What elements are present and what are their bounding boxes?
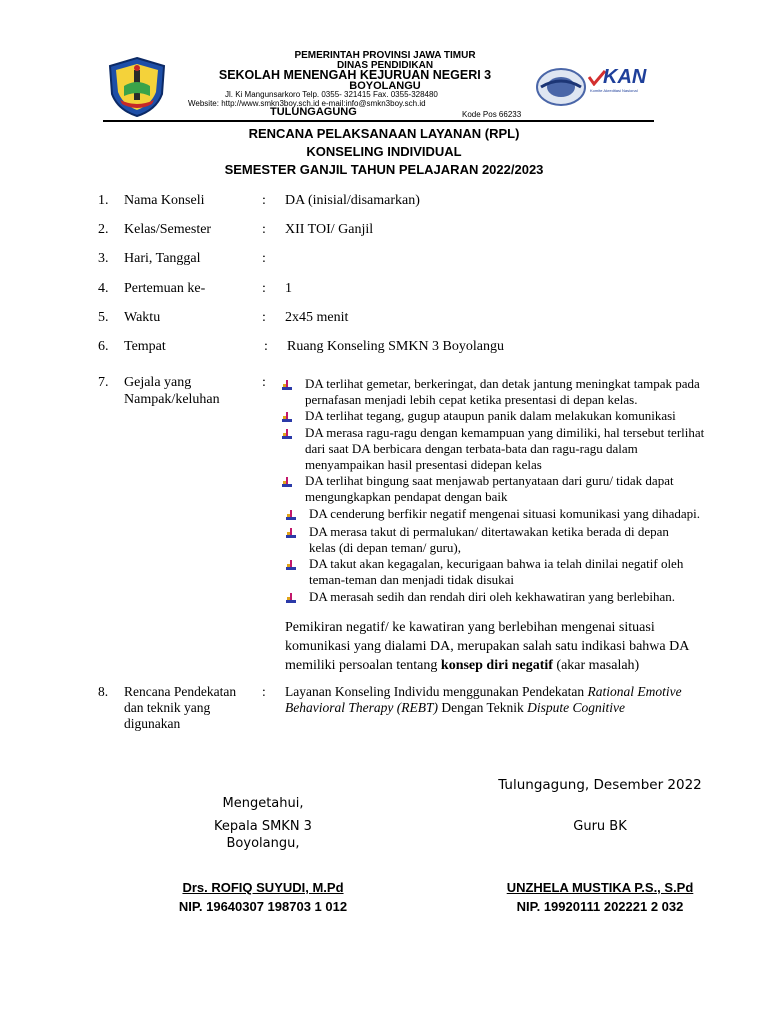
plan-line1: [285, 684, 735, 700]
symptom-line: DA terlihat bingung saat menjawab pertanyataan dari guru/ tidak dapat: [305, 473, 674, 488]
letterhead-line4: BOYOLANGU: [349, 80, 421, 92]
plan-technique-name: Dispute Cognitive: [527, 700, 626, 715]
row-label-line1: Gejala yang: [124, 375, 192, 390]
row-number: 7.: [98, 375, 109, 390]
symptom-line: DA merasah sedih dan rendah diri oleh kekhawatiran yang berlebihan.: [309, 589, 676, 604]
letterhead-line1: PEMERINTAH PROVINSI JAWA TIMUR: [294, 50, 476, 61]
row-number: 8.: [98, 684, 109, 699]
kan-logo: KAN: [603, 66, 647, 88]
summary-line3-start: memiliki persoalan tentang: [285, 658, 441, 673]
document-title-line2: KONSELING INDIVIDUAL: [306, 144, 462, 159]
row-colon: :: [262, 684, 266, 699]
symptom-line: mengungkapkan pendapat dengan baik: [305, 489, 508, 504]
summary-line2: komunikasi yang dialami DA, merupakan salah satu indikasi bahwa DA: [285, 639, 690, 654]
row-number: 5.: [98, 310, 109, 325]
plan-text: Layanan Konseling Individu menggunakan Pendekatan: [285, 684, 588, 699]
plan-approach-name: Rational Emotive: [587, 684, 682, 699]
row-colon: :: [262, 281, 266, 296]
row-value: XII TOI/ Ganjil: [285, 222, 374, 237]
symptom-line: DA merasa ragu-ragu dengan kemampuan yang dimiliki, hal tersebut terlihat: [305, 425, 705, 440]
row-label: Pertemuan ke-: [124, 281, 206, 296]
plan-text-mid: Dengan Teknik: [437, 700, 528, 715]
left-role-line2: Boyolangu,: [226, 836, 300, 851]
document-title-line1: RENCANA PELAKSANAAN LAYANAN (RPL): [248, 126, 520, 141]
place-date: Tulungagung, Desember 2022: [498, 777, 702, 793]
document-title-line3: SEMESTER GANJIL TAHUN PELAJARAN 2022/2023: [224, 162, 544, 177]
row-value: 1: [285, 281, 292, 296]
row-colon: :: [262, 193, 266, 208]
summary-line3-end: (akar masalah): [552, 658, 640, 673]
row-label: Tempat: [124, 339, 166, 354]
symptom-line: menyampaikan hasil presentasi didepan kelas: [305, 457, 542, 472]
symptom-line: teman-teman dan menjadi tidak disukai: [309, 572, 515, 587]
right-signatory-name: UNZHELA MUSTIKA P.S., S.Pd: [506, 880, 694, 895]
left-signatory-nip: NIP. 19640307 198703 1 012: [178, 899, 348, 914]
letterhead-line2: DINAS PENDIDIKAN: [336, 60, 434, 71]
symptom-line: kelas (di depan teman/ guru),: [309, 540, 461, 555]
bullet-icon: [286, 560, 296, 570]
bullet-icon: [282, 380, 292, 390]
row-colon: :: [262, 251, 266, 266]
row-value: 2x45 menit: [285, 310, 349, 325]
letterhead-divider: [103, 120, 654, 122]
symptom-line: pernafasan menjadi lebih cepat ketika presentasi di depan kelas.: [305, 392, 638, 407]
row-number: 4.: [98, 281, 109, 296]
bullet-icon: [286, 510, 296, 520]
symptom-line: DA terlihat gemetar, berkeringat, dan detak jantung meningkat tampak pada: [305, 376, 700, 391]
row-label: Hari, Tanggal: [124, 251, 201, 266]
letterhead-website: Website: http://www.smkn3boy.sch.id e-mail:info@smkn3boy.sch.id: [188, 99, 426, 108]
left-header: Mengetahui,: [222, 796, 304, 811]
row-colon: :: [262, 222, 266, 237]
left-role-line1: Kepala SMKN 3: [214, 819, 312, 834]
symptom-line: dari saat DA berbicara dengan terbata-bata dan ragu-ragu dalam: [305, 441, 638, 456]
bullet-icon: [286, 593, 296, 603]
row-label-line2: Nampak/keluhan: [124, 392, 220, 407]
bullet-icon: [282, 477, 292, 487]
bullet-icon: [282, 412, 292, 422]
symptom-summary-paragraph: [285, 618, 725, 675]
row-value: Ruang Konseling SMKN 3 Boyolangu: [287, 339, 504, 354]
row-label: Nama Konseli: [124, 193, 205, 208]
symptom-line: DA takut akan kegagalan, kecurigaan bahwa ia telah dinilai negatif oleh: [309, 556, 684, 571]
row-number: 1.: [98, 193, 109, 208]
letterhead-line3: SEKOLAH MENENGAH KEJURUAN NEGERI 3: [218, 68, 492, 82]
symptom-line: DA cenderung berfikir negatif mengenai situasi komunikasi yang dihadapi.: [309, 506, 700, 521]
row-colon: :: [262, 375, 266, 390]
right-role: Guru BK: [573, 819, 627, 834]
row-number: 6.: [98, 339, 109, 354]
right-signatory-nip: NIP. 19920111 202221 2 032: [516, 899, 684, 914]
letterhead-address: Jl. Ki Mangunsarkoro Telp. 0355- 321415 Fax. 0355-328480: [225, 90, 438, 99]
symptom-line: DA terlihat tegang, gugup ataupun panik dalam melakukan komunikasi: [305, 408, 676, 423]
summary-key-term: konsep diri negatif: [440, 658, 553, 673]
row-label-line1: Rencana Pendekatan: [124, 684, 237, 699]
left-signatory-name: Drs. ROFIQ SUYUDI, M.Pd: [182, 880, 344, 895]
bullet-icon: [286, 528, 296, 538]
row-colon: :: [262, 310, 266, 325]
row-value: DA (inisial/disamarkan): [285, 193, 420, 208]
row-colon: :: [264, 339, 268, 354]
summary-line1: Pemikiran negatif/ ke kawatiran yang berlebihan mengenai situasi: [285, 620, 655, 635]
iso-certification-logo: [535, 67, 587, 107]
row-label-line3: digunakan: [124, 716, 181, 731]
row-label: Waktu: [124, 310, 161, 325]
summary-line3: [285, 656, 725, 675]
kan-subtitle: Komite Akreditasi Nasional: [590, 88, 638, 93]
plan-approach-name-cont: Behavioral Therapy (REBT): [285, 700, 438, 715]
row-label-line2: dan teknik yang: [124, 700, 211, 715]
row-number: 2.: [98, 222, 109, 237]
plan-line2: [285, 700, 735, 716]
bullet-icon: [282, 429, 292, 439]
letterhead-postcode: Kode Pos 66233: [462, 110, 522, 119]
letterhead-city: TULUNGAGUNG: [270, 106, 357, 118]
row-number: 3.: [98, 251, 109, 266]
row-label: Kelas/Semester: [124, 222, 212, 237]
province-crest-logo: [106, 56, 168, 118]
symptom-line: DA merasa takut di permalukan/ ditertawakan ketika berada di depan: [309, 524, 669, 539]
